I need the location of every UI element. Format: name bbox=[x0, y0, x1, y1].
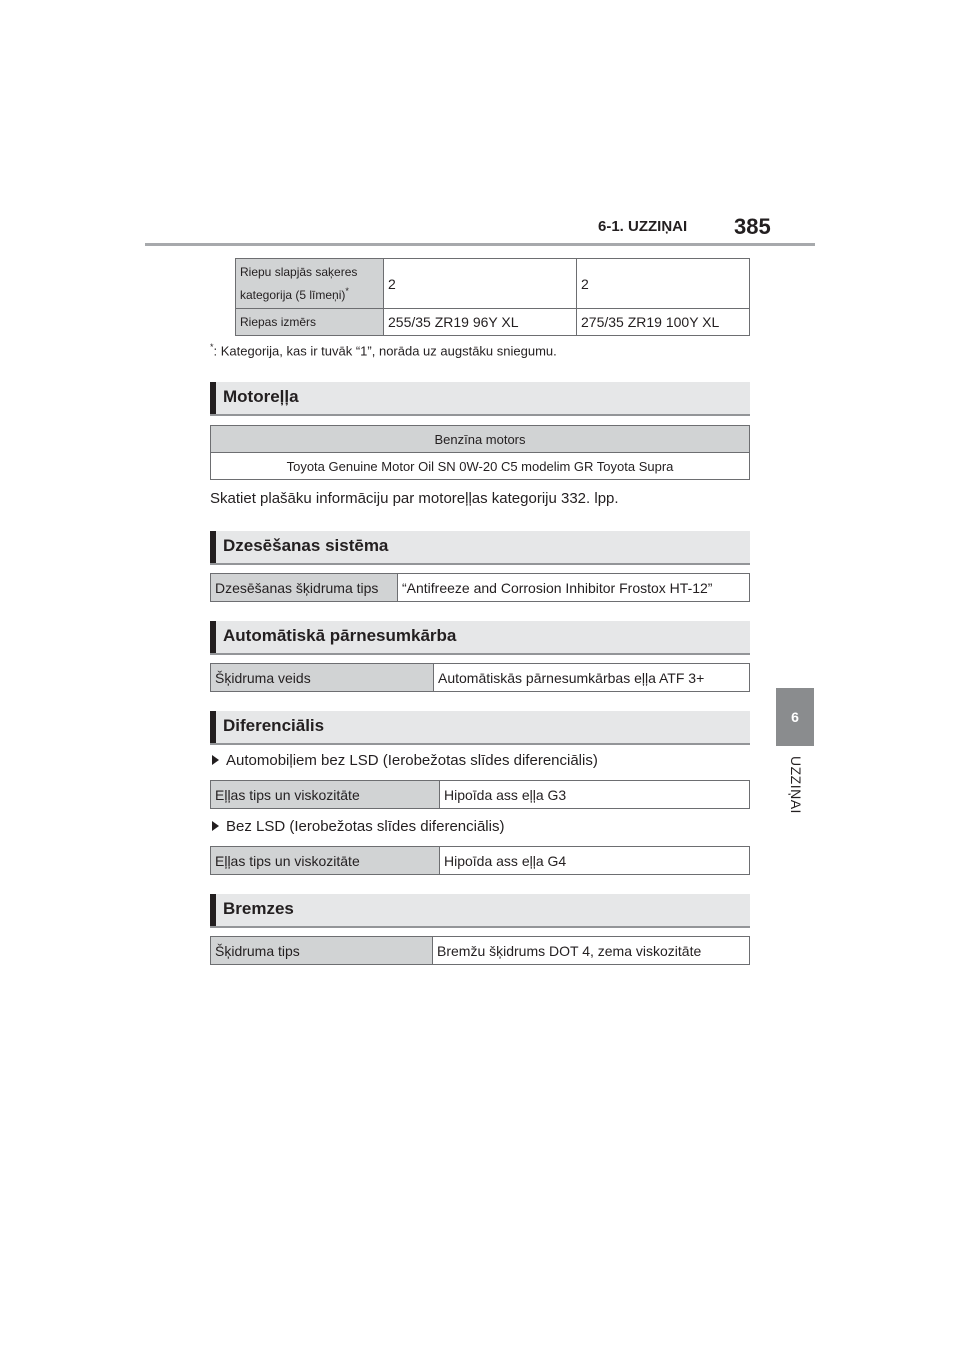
variant-heading-text: Bez LSD (Ierobežotas slīdes diferenciālis) bbox=[226, 818, 505, 835]
tire-size-rear: 275/35 ZR19 100Y XL bbox=[577, 309, 750, 336]
section-title: Motoreļļa bbox=[223, 387, 299, 406]
table-row bbox=[236, 309, 750, 336]
section-engine-oil bbox=[210, 382, 750, 416]
section-bar bbox=[210, 894, 216, 926]
tire-grip-label bbox=[236, 259, 384, 309]
table-row bbox=[211, 664, 750, 692]
engine-oil-value: Toyota Genuine Motor Oil SN 0W-20 C5 modelim GR Toyota Supra bbox=[211, 453, 750, 480]
tire-table bbox=[235, 258, 750, 336]
page-number: 385 bbox=[734, 214, 771, 239]
section-bar bbox=[210, 382, 216, 414]
table-row bbox=[211, 574, 750, 602]
chapter-tab: 6 bbox=[776, 688, 814, 746]
transmission-fluid-value: Automātiskās pārnesumkārbas eļļa ATF 3+ bbox=[434, 664, 750, 692]
coolant-type-label: Dzesēšanas šķidruma tips bbox=[211, 574, 398, 602]
brakes-table bbox=[210, 936, 750, 965]
chapter-label: UZZIŅAI bbox=[788, 756, 804, 814]
differential-table-2 bbox=[210, 846, 750, 875]
section-differential bbox=[210, 711, 750, 745]
transmission-table bbox=[210, 663, 750, 692]
section-title: Dzesēšanas sistēma bbox=[223, 536, 389, 555]
section-bar bbox=[210, 711, 216, 743]
tire-grip-label-line1: Riepu slapjās saķeres bbox=[240, 264, 358, 279]
engine-oil-table bbox=[210, 425, 750, 480]
tire-size-label: Riepas izmērs bbox=[236, 309, 384, 336]
table-row bbox=[236, 259, 750, 309]
footnote-marker: * bbox=[345, 285, 349, 296]
section-cooling bbox=[210, 531, 750, 565]
coolant-type-value: “Antifreeze and Corrosion Inhibitor Frostox HT-12” bbox=[398, 574, 750, 602]
table-row bbox=[211, 781, 750, 809]
section-header: 6-1. UZZIŅAI bbox=[598, 218, 688, 235]
tire-grip-front: 2 bbox=[384, 259, 577, 309]
section-bar bbox=[210, 621, 216, 653]
diff-oil-label: Eļļas tips un viskozitāte bbox=[211, 847, 440, 875]
section-bar bbox=[210, 531, 216, 563]
table-row bbox=[211, 937, 750, 965]
section-title: Bremzes bbox=[223, 899, 294, 918]
table-row bbox=[211, 453, 750, 480]
section-transmission bbox=[210, 621, 750, 655]
transmission-fluid-label: Šķidruma veids bbox=[211, 664, 434, 692]
table-row bbox=[211, 847, 750, 875]
tire-grip-label-line2: kategorija (5 līmeņi) bbox=[240, 287, 346, 302]
footnote bbox=[210, 342, 557, 358]
tire-size-front: 255/35 ZR19 96Y XL bbox=[384, 309, 577, 336]
brake-fluid-label: Šķidruma tips bbox=[211, 937, 433, 965]
engine-type-header: Benzīna motors bbox=[211, 426, 750, 453]
diff-oil-label: Eļļas tips un viskozitāte bbox=[211, 781, 440, 809]
section-brakes bbox=[210, 894, 750, 928]
tire-grip-rear: 2 bbox=[577, 259, 750, 309]
header-rule bbox=[145, 243, 815, 246]
section-title: Diferenciālis bbox=[223, 716, 325, 735]
differential-table-1 bbox=[210, 780, 750, 809]
table-row bbox=[211, 426, 750, 453]
variant-heading-text: Automobiļiem bez LSD (Ierobežotas slīdes diferenciālis) bbox=[226, 752, 598, 769]
engine-oil-note: Skatiet plašāku informāciju par motoreļļas kategoriju 332. lpp. bbox=[210, 490, 619, 507]
bullet-triangle-icon bbox=[212, 821, 219, 831]
bullet-triangle-icon bbox=[212, 755, 219, 765]
differential-variant2-heading bbox=[212, 818, 504, 835]
brake-fluid-value: Bremžu šķidrums DOT 4, zema viskozitāte bbox=[433, 937, 750, 965]
footnote-text: : Kategorija, kas ir tuvāk “1”, norāda uz augstāku sniegumu. bbox=[213, 343, 557, 359]
diff-oil-value: Hipoīda ass eļļa G3 bbox=[440, 781, 750, 809]
footnote-marker: * bbox=[210, 342, 214, 352]
differential-variant1-heading bbox=[212, 752, 598, 769]
section-title: Automātiskā pārnesumkārba bbox=[223, 626, 457, 645]
diff-oil-value: Hipoīda ass eļļa G4 bbox=[440, 847, 750, 875]
cooling-table bbox=[210, 573, 750, 602]
